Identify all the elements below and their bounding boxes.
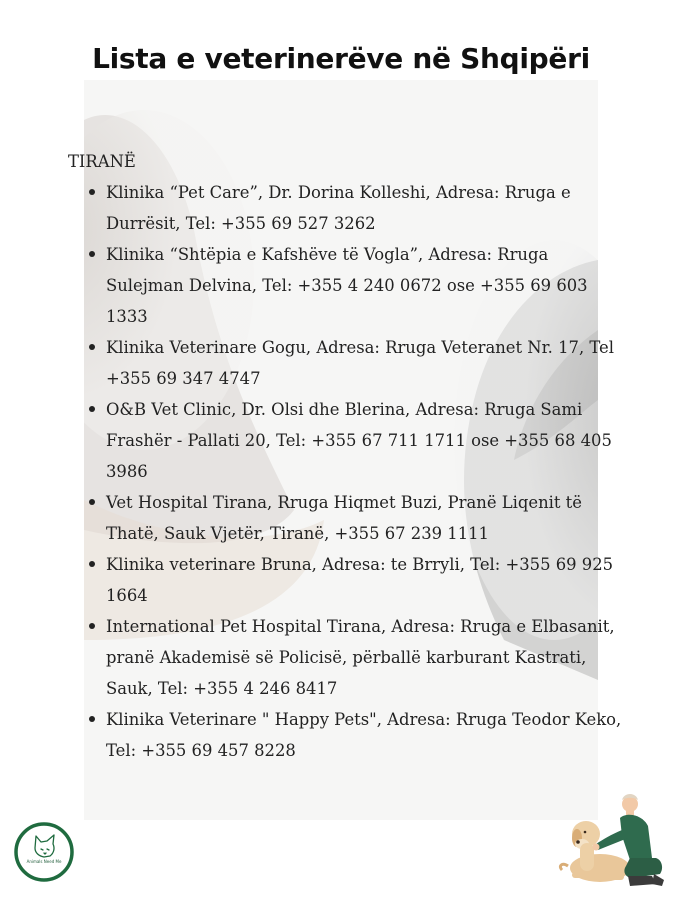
veterinarian-with-dog-icon — [556, 788, 668, 892]
list-item: International Pet Hospital Tirana, Adresa: Rruga e Elbasanit, pranë Akademisë së Policisë, përballë karburant Kastrati, Sauk, Tel: +355 4 246 8417 — [106, 611, 628, 704]
page-title: Lista e veterinerëve në Shqipëri — [92, 42, 590, 75]
list-item: Klinika veterinare Bruna, Adresa: te Brryli, Tel: +355 69 925 1664 — [106, 549, 628, 611]
animals-need-me-logo — [14, 822, 74, 882]
list-item: Klinika “Pet Care”, Dr. Dorina Kolleshi, Adresa: Rruga e Durrësit, Tel: +355 69 527 3262 — [106, 177, 628, 239]
vet-list-section — [68, 146, 628, 766]
list-item: Vet Hospital Tirana, Rruga Hiqmet Buzi, Pranë Liqenit të Thatë, Sauk Vjetër, Tiranë, +355 67 239 1111 — [106, 487, 628, 549]
list-item: Klinika Veterinare Gogu, Adresa: Rruga Veteranet Nr. 17, Tel +355 69 347 4747 — [106, 332, 628, 394]
city-heading: TIRANË — [68, 152, 136, 171]
logo-text: Animals Need Me — [26, 859, 62, 864]
clinic-list — [68, 177, 628, 766]
list-item: Klinika Veterinare " Happy Pets", Adresa: Rruga Teodor Keko, Tel: +355 69 457 8228 — [106, 704, 628, 766]
list-item: Klinika “Shtëpia e Kafshëve të Vogla”, Adresa: Rruga Sulejman Delvina, Tel: +355 4 240 0672 ose +355 69 603 1333 — [106, 239, 628, 332]
list-item: O&B Vet Clinic, Dr. Olsi dhe Blerina, Adresa: Rruga Sami Frashër - Pallati 20, Tel: +355 67 711 1711 ose +355 68 405 3986 — [106, 394, 628, 487]
dog-icon — [560, 821, 630, 882]
